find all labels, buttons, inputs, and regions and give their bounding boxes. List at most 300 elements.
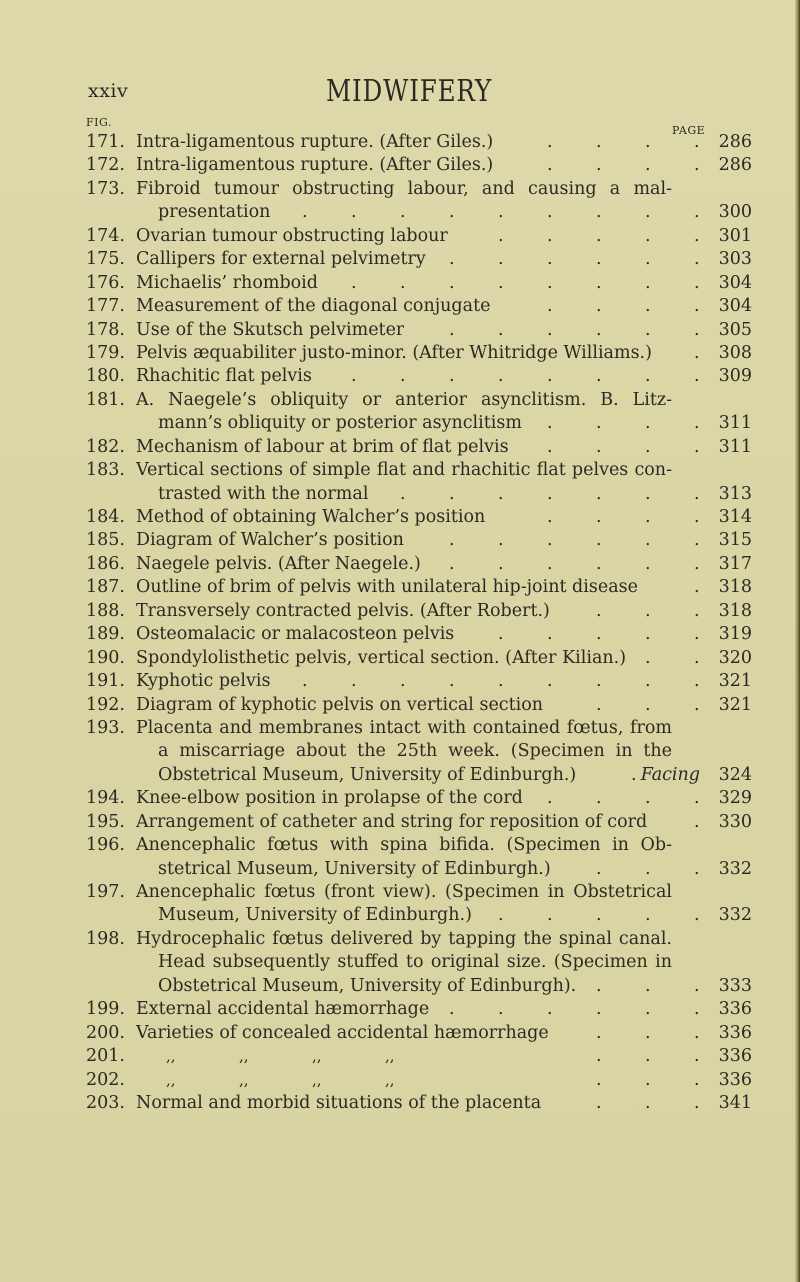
figure-caption: Pelvis æquabiliter justo-minor. (After Whitridge Williams.) xyxy=(136,342,652,363)
figure-caption: Measurement of the diagonal conjugate xyxy=(136,296,491,317)
leader-dot: . xyxy=(449,272,455,293)
leader-dot: . xyxy=(547,366,553,387)
page-number: 329 xyxy=(718,788,752,809)
entry-line xyxy=(86,1069,752,1092)
page-number: 311 xyxy=(718,436,752,457)
leader-dot: . xyxy=(645,296,651,317)
figure-caption: Fibroid tumour obstructing labour, and causing a mal- xyxy=(136,178,672,199)
entry-line xyxy=(86,975,752,998)
figure-caption: Use of the Skutsch pelvimeter xyxy=(136,319,405,340)
leader-dot: . xyxy=(645,600,651,621)
leader-dot: . xyxy=(645,671,651,692)
leader-dot: . xyxy=(694,366,700,387)
figure-caption: Museum, University of Edinburgh.) xyxy=(158,905,472,926)
figure-caption: Callipers for external pelvimetry xyxy=(136,249,426,270)
entry-line xyxy=(86,576,752,599)
figure-caption: Intra-ligamentous rupture. (After Giles.) xyxy=(136,132,494,152)
list-entry xyxy=(86,694,752,717)
leader-dot: . xyxy=(596,225,602,246)
leader-dot: . xyxy=(449,366,455,387)
figure-number: 186. xyxy=(86,553,125,574)
entry-line xyxy=(86,365,752,388)
list-entry xyxy=(86,600,752,623)
leader-dot: . xyxy=(694,413,700,434)
entry-line xyxy=(86,272,752,295)
leader-dot: . xyxy=(351,366,357,387)
figure-number: 197. xyxy=(86,882,125,902)
leader-dot: . xyxy=(498,366,504,387)
figure-caption: Osteomalacic or malacosteon pelvis xyxy=(136,624,455,645)
leader-dot: . xyxy=(694,999,700,1020)
leader-dot: . xyxy=(645,249,651,270)
figure-number: 200. xyxy=(86,1022,125,1043)
page-number: 314 xyxy=(718,507,752,527)
entry-line xyxy=(86,834,752,857)
entry-line xyxy=(86,904,752,927)
leader-dot: . xyxy=(694,436,700,457)
figure-caption: Naegele pelvis. (After Naegele.) xyxy=(136,553,421,574)
leader-dot: . xyxy=(547,553,553,574)
leader-dot: . xyxy=(302,202,308,223)
leader-dot: . xyxy=(547,272,553,293)
list-entry xyxy=(86,436,752,459)
figure-number: 177. xyxy=(86,296,125,317)
entry-line xyxy=(86,1045,752,1068)
leader-dot: . xyxy=(694,1092,700,1113)
page-number: 317 xyxy=(718,553,752,574)
figure-number: 178. xyxy=(86,319,125,340)
leader-dot: . xyxy=(302,671,308,692)
figure-caption: trasted with the normal xyxy=(158,483,369,504)
leader-dot: . xyxy=(631,764,637,785)
ditto-mark: ,, xyxy=(166,1070,176,1089)
figure-number: 172. xyxy=(86,155,125,176)
figure-number: 181. xyxy=(86,389,125,410)
leader-dot: . xyxy=(596,694,602,715)
leader-dot: . xyxy=(596,999,602,1020)
page-edge xyxy=(795,0,800,1282)
page-number: 300 xyxy=(718,202,752,223)
figure-caption: Kyphotic pelvis xyxy=(136,671,271,692)
list-entry xyxy=(86,248,752,271)
figure-number: 171. xyxy=(86,132,125,152)
leader-dot: . xyxy=(449,483,455,504)
page-header xyxy=(86,76,736,116)
figure-number: 195. xyxy=(86,811,125,832)
page-number: 318 xyxy=(718,577,752,598)
entry-line xyxy=(86,881,752,904)
leader-dot: . xyxy=(645,483,651,504)
leader-dot: . xyxy=(498,553,504,574)
page-number: 330 xyxy=(718,811,752,832)
leader-dot: . xyxy=(694,342,700,363)
list-entry xyxy=(86,834,752,881)
page-number: 301 xyxy=(718,225,752,246)
leader-dot: . xyxy=(498,319,504,340)
leader-dot: . xyxy=(449,999,455,1020)
leader-dot: . xyxy=(400,671,406,692)
leader-dot: . xyxy=(694,905,700,926)
leader-dot: . xyxy=(694,296,700,317)
entry-line xyxy=(86,1092,752,1115)
entry-line xyxy=(86,623,752,646)
leader-dot: . xyxy=(645,530,651,551)
entry-line xyxy=(86,553,752,576)
list-entry xyxy=(86,576,752,599)
entry-line xyxy=(86,647,752,670)
leader-dot: . xyxy=(547,296,553,317)
list-entry xyxy=(86,881,752,928)
page-number: 332 xyxy=(718,858,752,879)
ditto-mark: ,, xyxy=(312,1070,322,1089)
page-number: 286 xyxy=(718,132,752,152)
figure-caption: Anencephalic fœtus with spina bifida. (Specimen in Ob- xyxy=(136,835,672,856)
leader-dot: . xyxy=(645,694,651,715)
figure-caption: Varieties of concealed accidental hæmorrhage xyxy=(136,1022,549,1043)
leader-dot: . xyxy=(645,436,651,457)
leader-dot: . xyxy=(351,272,357,293)
page-number: 320 xyxy=(718,647,752,668)
leader-dot: . xyxy=(694,249,700,270)
figure-caption: Intra-ligamentous rupture. (After Giles.) xyxy=(136,155,494,176)
list-entry xyxy=(86,553,752,576)
figure-number: 182. xyxy=(86,436,125,457)
leader-dot: . xyxy=(596,272,602,293)
leader-dot: . xyxy=(694,811,700,832)
leader-dot: . xyxy=(596,788,602,809)
figure-caption: Rhachitic flat pelvis xyxy=(136,366,312,387)
entry-line xyxy=(86,506,752,529)
page-number: 336 xyxy=(718,1069,752,1090)
leader-dot: . xyxy=(694,858,700,879)
figure-number: 202. xyxy=(86,1069,125,1090)
leader-dot: . xyxy=(596,600,602,621)
leader-dot: . xyxy=(645,366,651,387)
leader-dot: . xyxy=(645,858,651,879)
entry-line xyxy=(86,811,752,834)
ditto-mark: ,, xyxy=(239,1047,249,1066)
fig-column-label: FIG. xyxy=(86,116,112,129)
figure-caption: Diagram of Walcher’s position xyxy=(136,530,404,551)
entry-line xyxy=(86,319,752,342)
leader-dot: . xyxy=(547,624,553,645)
leader-dot: . xyxy=(694,671,700,692)
list-entry xyxy=(86,998,752,1021)
leader-dot: . xyxy=(694,577,700,598)
figure-number: 191. xyxy=(86,671,125,692)
figure-caption: Outline of brim of pelvis with unilateral hip-joint disease xyxy=(136,577,638,598)
leader-dot: . xyxy=(596,858,602,879)
leader-dot: . xyxy=(449,202,455,223)
leader-dot: . xyxy=(645,413,651,434)
leader-dot: . xyxy=(400,366,406,387)
figure-caption: Diagram of kyphotic pelvis on vertical section xyxy=(136,694,544,715)
entry-line xyxy=(86,998,752,1021)
leader-dot: . xyxy=(694,600,700,621)
figure-number: 190. xyxy=(86,647,125,668)
leader-dot: . xyxy=(645,999,651,1020)
leader-dot: . xyxy=(694,553,700,574)
entry-line xyxy=(86,764,752,787)
list-entry xyxy=(86,131,752,154)
leader-dot: . xyxy=(645,788,651,809)
entry-line xyxy=(86,459,752,482)
leader-dot: . xyxy=(400,202,406,223)
leader-dot: . xyxy=(694,272,700,293)
leader-dot: . xyxy=(547,202,553,223)
page-number: 318 xyxy=(718,600,752,621)
figure-number: 180. xyxy=(86,366,125,387)
leader-dot: . xyxy=(449,553,455,574)
figure-number: 174. xyxy=(86,225,125,246)
entry-line xyxy=(86,1022,752,1045)
entry-line xyxy=(86,529,752,552)
ditto-mark: ,, xyxy=(312,1047,322,1066)
figure-caption: Obstetrical Museum, University of Edinburgh). xyxy=(158,975,577,996)
leader-dot: . xyxy=(498,483,504,504)
list-entry xyxy=(86,365,752,388)
entry-line xyxy=(86,951,752,974)
page-number: 321 xyxy=(718,694,752,715)
entry-line xyxy=(86,717,752,740)
leader-dot: . xyxy=(449,319,455,340)
list-entry xyxy=(86,154,752,177)
page-number: 332 xyxy=(718,905,752,926)
list-entry xyxy=(86,272,752,295)
figure-caption: Anencephalic fœtus (front view). (Specimen in Obstetrical xyxy=(136,882,672,902)
leader-dot: . xyxy=(351,202,357,223)
ditto-marks xyxy=(136,1069,536,1092)
leader-dot: . xyxy=(351,671,357,692)
folio-page-number: xxiv xyxy=(88,80,129,102)
leader-dot: . xyxy=(449,249,455,270)
entry-line xyxy=(86,154,752,177)
list-entry xyxy=(86,295,752,318)
list-entry xyxy=(86,459,752,506)
entry-line xyxy=(86,436,752,459)
leader-dot: . xyxy=(645,1046,651,1067)
leader-dot: . xyxy=(694,1022,700,1043)
entry-line xyxy=(86,483,752,506)
figure-number: 203. xyxy=(86,1092,125,1113)
leader-dot: . xyxy=(596,296,602,317)
page-number: 313 xyxy=(718,483,752,504)
figure-number: 199. xyxy=(86,999,125,1020)
leader-dot: . xyxy=(694,483,700,504)
page-number: 304 xyxy=(718,296,752,317)
figure-caption: Hydrocephalic fœtus delivered by tapping the spinal canal. xyxy=(136,928,672,949)
leader-dot: . xyxy=(498,249,504,270)
figure-caption: Vertical sections of simple flat and rhachitic flat pelves con- xyxy=(136,460,672,481)
entry-line xyxy=(86,131,752,154)
leader-dot: . xyxy=(498,905,504,926)
leader-dot: . xyxy=(596,202,602,223)
entry-line xyxy=(86,389,752,412)
list-entry xyxy=(86,389,752,436)
ditto-mark: ,, xyxy=(239,1070,249,1089)
list-entry xyxy=(86,811,752,834)
leader-dot: . xyxy=(694,975,700,996)
entry-line xyxy=(86,248,752,271)
leader-dot: . xyxy=(547,225,553,246)
page-number: 309 xyxy=(718,366,752,387)
list-entry xyxy=(86,1045,752,1068)
leader-dot: . xyxy=(694,225,700,246)
leader-dot: . xyxy=(498,624,504,645)
leader-dot: . xyxy=(645,647,651,668)
running-title: MIDWIFERY xyxy=(326,74,493,109)
figure-number: 198. xyxy=(86,928,125,949)
figure-number: 196. xyxy=(86,835,125,856)
leader-dot: . xyxy=(596,436,602,457)
list-entry xyxy=(86,342,752,365)
leader-dot: . xyxy=(645,905,651,926)
figure-caption: Normal and morbid situations of the placenta xyxy=(136,1092,542,1113)
leader-dot: . xyxy=(498,671,504,692)
leader-dot: . xyxy=(547,132,553,152)
entry-line xyxy=(86,412,752,435)
leader-dot: . xyxy=(547,999,553,1020)
leader-dot: . xyxy=(694,624,700,645)
leader-dot: . xyxy=(547,530,553,551)
figure-number: 185. xyxy=(86,530,125,551)
leader-dot: . xyxy=(498,202,504,223)
figure-caption: Mechanism of labour at brim of flat pelvis xyxy=(136,436,509,457)
leader-dot: . xyxy=(596,366,602,387)
figure-number: 201. xyxy=(86,1046,125,1067)
leader-dot: . xyxy=(547,788,553,809)
leader-dot: . xyxy=(645,624,651,645)
entry-line xyxy=(86,225,752,248)
page-column-label: PAGE xyxy=(672,124,706,137)
leader-dot: . xyxy=(400,272,406,293)
leader-dot: . xyxy=(645,132,651,152)
page-number: 336 xyxy=(718,999,752,1020)
figure-caption: Placenta and membranes intact with contained fœtus, from xyxy=(136,717,672,738)
ditto-marks xyxy=(136,1045,536,1068)
leader-dot: . xyxy=(596,483,602,504)
figure-number: 188. xyxy=(86,600,125,621)
page-number: 333 xyxy=(718,975,752,996)
list-entry xyxy=(86,717,752,787)
leader-dot: . xyxy=(498,999,504,1020)
page-number: 305 xyxy=(718,319,752,340)
list-entry xyxy=(86,928,752,998)
entry-line xyxy=(86,600,752,623)
figure-number: 173. xyxy=(86,178,125,199)
leader-dot: . xyxy=(547,319,553,340)
leader-dot: . xyxy=(694,507,700,527)
leader-dot: . xyxy=(547,905,553,926)
entry-line xyxy=(86,670,752,693)
leader-dot: . xyxy=(547,483,553,504)
list-entry xyxy=(86,1092,752,1115)
leader-dot: . xyxy=(498,225,504,246)
leader-dot: . xyxy=(645,1092,651,1113)
list-entry xyxy=(86,506,752,529)
entry-line xyxy=(86,201,752,224)
leader-dot: . xyxy=(645,202,651,223)
figure-caption: Head subsequently stuffed to original size. (Specimen in xyxy=(158,952,672,973)
leader-dot: . xyxy=(596,1092,602,1113)
figure-caption: Obstetrical Museum, University of Edinburgh.) xyxy=(158,764,577,785)
page-number: 324 xyxy=(718,764,752,785)
page-number: 308 xyxy=(718,342,752,363)
figure-number: 175. xyxy=(86,249,125,270)
figure-number: 184. xyxy=(86,507,125,527)
entry-line xyxy=(86,928,752,951)
figure-caption: Method of obtaining Walcher’s position xyxy=(136,507,486,527)
leader-dot: . xyxy=(596,155,602,176)
figure-caption: Transversely contracted pelvis. (After Robert.) xyxy=(136,600,550,621)
leader-dot: . xyxy=(645,1069,651,1090)
page-number: 304 xyxy=(718,272,752,293)
page-number: 315 xyxy=(718,530,752,551)
leader-dot: . xyxy=(645,507,651,527)
list-entry xyxy=(86,670,752,693)
leader-dot: . xyxy=(547,413,553,434)
list-entry xyxy=(86,1069,752,1092)
figure-caption: Spondylolisthetic pelvis, vertical section. (After Kilian.) xyxy=(136,647,627,668)
leader-dot: . xyxy=(596,624,602,645)
figure-number: 183. xyxy=(86,460,125,481)
leader-dot: . xyxy=(596,1069,602,1090)
page-number: 321 xyxy=(718,671,752,692)
figure-caption: Michaelis’ rhomboid xyxy=(136,272,318,293)
figure-number: 187. xyxy=(86,577,125,598)
leader-dot: . xyxy=(645,553,651,574)
leader-dot: . xyxy=(596,507,602,527)
figure-caption: A. Naegele’s obliquity or anterior asynclitism. B. Litz- xyxy=(136,389,672,410)
leader-dot: . xyxy=(645,975,651,996)
figure-caption: stetrical Museum, University of Edinburgh.) xyxy=(158,858,551,879)
ditto-mark: ,, xyxy=(166,1047,176,1066)
figure-caption: External accidental hæmorrhage xyxy=(136,999,430,1020)
leader-dot: . xyxy=(596,249,602,270)
leader-dot: . xyxy=(645,272,651,293)
figure-number: 176. xyxy=(86,272,125,293)
figure-number: 194. xyxy=(86,788,125,809)
leader-dot: . xyxy=(498,530,504,551)
page-number: 303 xyxy=(718,249,752,270)
leader-dot: . xyxy=(694,530,700,551)
page-number: 286 xyxy=(718,155,752,176)
list-entry xyxy=(86,319,752,342)
figure-caption: Arrangement of catheter and string for reposition of cord xyxy=(136,811,648,832)
list-entry xyxy=(86,1022,752,1045)
leader-dot: . xyxy=(547,155,553,176)
figure-number: 193. xyxy=(86,717,125,738)
leader-dot: . xyxy=(400,483,406,504)
list-entry xyxy=(86,529,752,552)
leader-dot: . xyxy=(596,905,602,926)
leader-dot: . xyxy=(694,319,700,340)
figure-number: 192. xyxy=(86,694,125,715)
leader-dot: . xyxy=(694,694,700,715)
figure-caption: mann’s obliquity or posterior asynclitism xyxy=(158,413,522,434)
leader-dot: . xyxy=(596,975,602,996)
leader-dot: . xyxy=(694,647,700,668)
leader-dot: . xyxy=(694,155,700,176)
leader-dot: . xyxy=(694,1069,700,1090)
leader-dot: . xyxy=(596,413,602,434)
facing-label: Facing xyxy=(640,764,700,785)
list-entry xyxy=(86,787,752,810)
leader-dot: . xyxy=(449,671,455,692)
list-entry xyxy=(86,623,752,646)
leader-dot: . xyxy=(694,788,700,809)
ditto-mark: ,, xyxy=(385,1047,395,1066)
